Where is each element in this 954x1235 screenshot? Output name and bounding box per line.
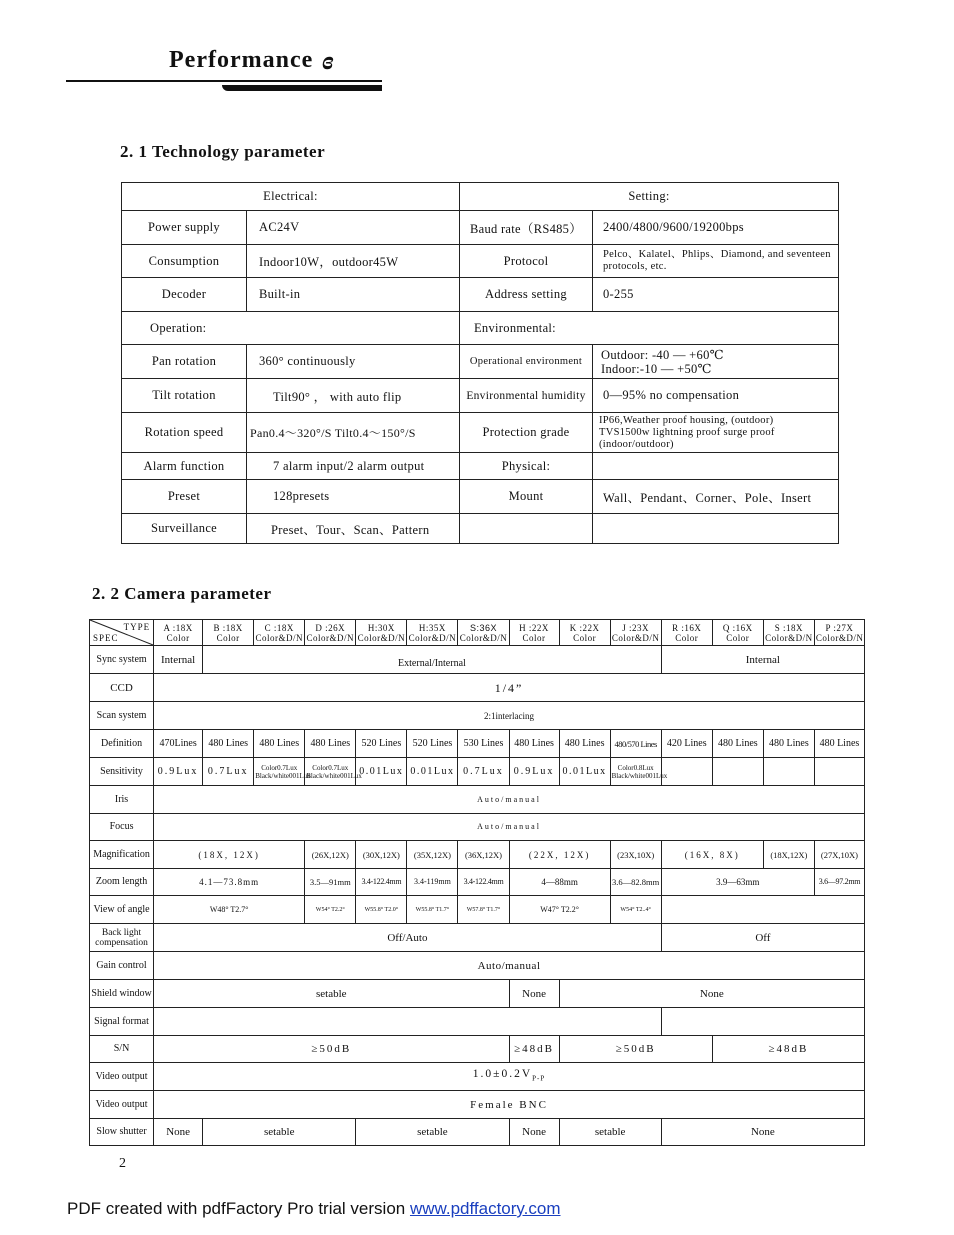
view-of-angle-value: W55.8° T2.0°	[356, 896, 407, 924]
header-rule-accent	[222, 85, 382, 91]
zoom-length-value: 4—88mm	[509, 869, 610, 896]
focus-label: Focus	[90, 814, 154, 841]
protection-grade-value: IP66,Weather proof housing, (outdoor) TVS1500w lightning proof surge proof (indoor/outdoor)	[593, 413, 839, 453]
sensitivity-value: 0.01Lux	[356, 758, 407, 786]
gain-control-label: Gain control	[90, 952, 154, 980]
model-header: C :18X Color&D/N	[254, 620, 305, 646]
model-header: S :18X Color&D/N	[763, 620, 814, 646]
model-header: A :18X Color	[154, 620, 203, 646]
ccd-label: CCD	[90, 674, 154, 702]
baud-rate-value: 2400/4800/9600/19200bps	[593, 211, 839, 245]
alarm-function-value: 7 alarm input/2 alarm output	[247, 453, 460, 480]
model-header: D :26X Color&D/N	[305, 620, 356, 646]
ccd-value: 1/4”	[154, 674, 865, 702]
definition-value: 520 Lines	[407, 730, 458, 758]
magnification-value: (23X,10X)	[610, 841, 661, 869]
power-supply-value: AC24V	[247, 211, 460, 245]
surveillance-value: Preset、Tour、Scan、Pattern	[247, 514, 460, 544]
model-header: K :22X Color	[559, 620, 610, 646]
slow-shutter-value: setable	[203, 1119, 356, 1146]
model-header: H:30X Color&D/N	[356, 620, 407, 646]
magnification-value: (16X, 8X)	[661, 841, 763, 869]
operational-environment-label: Operational environment	[460, 345, 593, 379]
sensitivity-label: Sensitivity	[90, 758, 154, 786]
environmental-heading: Environmental:	[460, 312, 839, 345]
pan-rotation-label: Pan rotation	[122, 345, 247, 379]
definition-value: 480 Lines	[509, 730, 559, 758]
iris-label: Iris	[90, 786, 154, 814]
view-of-angle-value: W57.8° T1.7°	[458, 896, 509, 924]
consumption-value: Indoor10W，outdoor45W	[247, 245, 460, 278]
model-header: H :22X Color	[509, 620, 559, 646]
slow-shutter-value: None	[509, 1119, 559, 1146]
shield-window-label: Shield window	[90, 980, 154, 1008]
power-supply-label: Power supply	[122, 211, 247, 245]
model-header: J :23X Color&D/N	[610, 620, 661, 646]
model-header: P :27X Color&D/N	[814, 620, 864, 646]
definition-value: 480 Lines	[203, 730, 254, 758]
rotation-speed-label: Rotation speed	[122, 413, 247, 453]
sensitivity-value: 0.01Lux	[407, 758, 458, 786]
rotation-speed-value: Pan0.4～320°/S Tilt0.4～150°/S	[247, 413, 460, 453]
sensitivity-value: Color0.8Lux Black/white001Lux	[610, 758, 661, 786]
video-output-label: Video output	[90, 1091, 154, 1119]
baud-rate-label: Baud rate（RS485）	[460, 211, 593, 245]
empty-cell	[661, 1008, 864, 1036]
pdf-footer	[67, 1199, 561, 1219]
sensitivity-value: 0.7Lux	[203, 758, 254, 786]
operational-environment-value: Outdoor: -40 — +60℃ Indoor:-10 — +50℃	[593, 345, 839, 379]
empty-cell	[712, 758, 763, 786]
address-setting-label: Address setting	[460, 278, 593, 312]
address-setting-value: 0-255	[593, 278, 839, 312]
back-light-value: Off	[661, 924, 864, 952]
zoom-length-value: 3.6—97.2mm	[814, 869, 864, 896]
physical-heading: Physical:	[460, 453, 593, 480]
slow-shutter-value: None	[661, 1119, 864, 1146]
video-output-connector: Female BNC	[154, 1091, 865, 1119]
zoom-length-label: Zoom length	[90, 869, 154, 896]
alarm-function-label: Alarm function	[122, 453, 247, 480]
camera-parameter-table	[89, 619, 865, 1146]
back-light-value: Off/Auto	[154, 924, 662, 952]
consumption-label: Consumption	[122, 245, 247, 278]
sync-system-label: Sync system	[90, 646, 154, 674]
definition-value: 480 Lines	[305, 730, 356, 758]
magnification-value: (18X,12X)	[763, 841, 814, 869]
page-header-title: Performance	[169, 47, 314, 73]
definition-value: 480/570 Lines	[610, 730, 661, 758]
protection-grade-label: Protection grade	[460, 413, 593, 453]
sync-external-internal: External/Internal	[203, 646, 662, 674]
iris-value: Auto/manual	[154, 786, 865, 814]
magnification-value: (35X,12X)	[407, 841, 458, 869]
empty-cell	[593, 514, 839, 544]
setting-heading: Setting:	[460, 183, 839, 211]
view-of-angle-value: W55.8° T1.7°	[407, 896, 458, 924]
definition-label: Definition	[90, 730, 154, 758]
signal-format-label: Signal format	[90, 1008, 154, 1036]
sync-internal: Internal	[154, 646, 203, 674]
sensitivity-value: Color0.7Lux Black/white001Lux	[254, 758, 305, 786]
magnification-value: (18X, 12X)	[154, 841, 305, 869]
definition-value: 480 Lines	[559, 730, 610, 758]
model-header: Q :16X Color	[712, 620, 763, 646]
magnification-label: Magnification	[90, 841, 154, 869]
sn-label: S/N	[90, 1036, 154, 1063]
gain-control-value: Auto/manual	[154, 952, 865, 980]
scan-system-value: 2:1interlacing	[154, 702, 865, 730]
decoder-label: Decoder	[122, 278, 247, 312]
environmental-humidity-label: Environmental humidity	[460, 379, 593, 413]
empty-cell	[661, 896, 864, 924]
definition-value: 480 Lines	[763, 730, 814, 758]
view-of-angle-value: W47° T2.2°	[509, 896, 610, 924]
magnification-value: (30X,12X)	[356, 841, 407, 869]
shield-window-value: setable	[154, 980, 509, 1008]
definition-value: 480 Lines	[814, 730, 864, 758]
sensitivity-value: 0.9Lux	[509, 758, 559, 786]
protocol-label: Protocol	[460, 245, 593, 278]
zoom-length-value: 3.4-122.4mm	[458, 869, 509, 896]
mount-label: Mount	[460, 480, 593, 514]
slow-shutter-value: None	[154, 1119, 203, 1146]
sensitivity-value: 0.01Lux	[559, 758, 610, 786]
definition-value: 470Lines	[154, 730, 203, 758]
empty-cell	[814, 758, 864, 786]
sn-value: ≥50dB	[559, 1036, 712, 1063]
type-spec-header	[90, 620, 154, 646]
shield-window-value: None	[559, 980, 864, 1008]
magnification-value: (26X,12X)	[305, 841, 356, 869]
surveillance-label: Surveillance	[122, 514, 247, 544]
protocol-value: Pelco、Kalatel、Phlips、Diamond, and seventeen protocols, etc.	[593, 245, 839, 278]
scan-system-label: Scan system	[90, 702, 154, 730]
view-of-angle-value: W48° T2.7°	[154, 896, 305, 924]
model-header: H:35X Color&D/N	[407, 620, 458, 646]
sensitivity-value: Color0.7Lux Black/white001Lux	[305, 758, 356, 786]
header-rule	[66, 80, 382, 82]
empty-cell	[661, 758, 712, 786]
view-of-angle-value: W54° T2.2°	[305, 896, 356, 924]
tilt-rotation-value: Tilt90° ， with auto flip	[247, 379, 460, 413]
empty-cell	[154, 1008, 662, 1036]
technology-parameter-table	[121, 182, 839, 544]
sn-value: ≥50dB	[154, 1036, 509, 1063]
sn-value: ≥48dB	[712, 1036, 864, 1063]
sensitivity-value: 0.9Lux	[154, 758, 203, 786]
page-number: 2	[119, 1156, 126, 1171]
slow-shutter-value: setable	[356, 1119, 509, 1146]
operation-heading: Operation:	[122, 312, 460, 345]
back-light-compensation-label: Back light compensation	[90, 924, 154, 952]
magnification-value: (36X,12X)	[458, 841, 509, 869]
zoom-length-value: 4.1—73.8mm	[154, 869, 305, 896]
slow-shutter-label: Slow shutter	[90, 1119, 154, 1146]
tech-section-heading: 2. 1 Technology parameter	[120, 142, 326, 161]
footer-text: PDF created with pdfFactory Pro trial version	[67, 1199, 410, 1218]
video-output-unit: P-P	[532, 1074, 546, 1083]
physical-empty-cell	[593, 453, 839, 480]
model-header: B :18X Color	[203, 620, 254, 646]
model-header: R :16X Color	[661, 620, 712, 646]
zoom-length-value: 3.6—82.8mm	[610, 869, 661, 896]
shield-window-value: None	[509, 980, 559, 1008]
zoom-length-value: 3.4-119mm	[407, 869, 458, 896]
definition-value: 480 Lines	[254, 730, 305, 758]
sync-internal: Internal	[661, 646, 864, 674]
decoder-value: Built-in	[247, 278, 460, 312]
preset-value: 128presets	[247, 480, 460, 514]
magnification-value: (22X, 12X)	[509, 841, 610, 869]
slow-shutter-value: setable	[559, 1119, 661, 1146]
view-of-angle-label: View of angle	[90, 896, 154, 924]
sn-value: ≥48dB	[509, 1036, 559, 1063]
zoom-length-value: 3.9—63mm	[661, 869, 814, 896]
model-header: S:36X Color&D/N	[458, 620, 509, 646]
pan-rotation-value: 360° continuously	[247, 345, 460, 379]
mount-value: Wall、Pendant、Corner、Pole、Insert	[593, 480, 839, 514]
electrical-heading: Electrical:	[122, 183, 460, 211]
zoom-length-value: 3.4-122.4mm	[356, 869, 407, 896]
definition-value: 480 Lines	[712, 730, 763, 758]
zoom-length-value: 3.5—91mm	[305, 869, 356, 896]
header-logo-icon: ɞ	[322, 46, 334, 75]
definition-value: 530 Lines	[458, 730, 509, 758]
definition-value: 520 Lines	[356, 730, 407, 758]
camera-section-heading: 2. 2 Camera parameter	[92, 584, 272, 603]
view-of-angle-value: W54° T2..4°	[610, 896, 661, 924]
video-output-value: $1.0\pm 0.2V_{P-P}$	[154, 1063, 865, 1091]
tilt-rotation-label: Tilt rotation	[122, 379, 247, 413]
definition-value: 420 Lines	[661, 730, 712, 758]
environmental-humidity-value: 0—95% no compensation	[593, 379, 839, 413]
type-label: TYPE	[123, 622, 151, 632]
pdffactory-link[interactable]: www.pdffactory.com	[409, 1199, 561, 1218]
magnification-value: (27X,10X)	[814, 841, 864, 869]
empty-cell	[763, 758, 814, 786]
sensitivity-value: 0.7Lux	[458, 758, 509, 786]
focus-value: Auto/manual	[154, 814, 865, 841]
preset-label: Preset	[122, 480, 247, 514]
spec-label: SPEC	[93, 633, 119, 643]
video-output-label: Video output	[90, 1063, 154, 1091]
empty-cell	[460, 514, 593, 544]
